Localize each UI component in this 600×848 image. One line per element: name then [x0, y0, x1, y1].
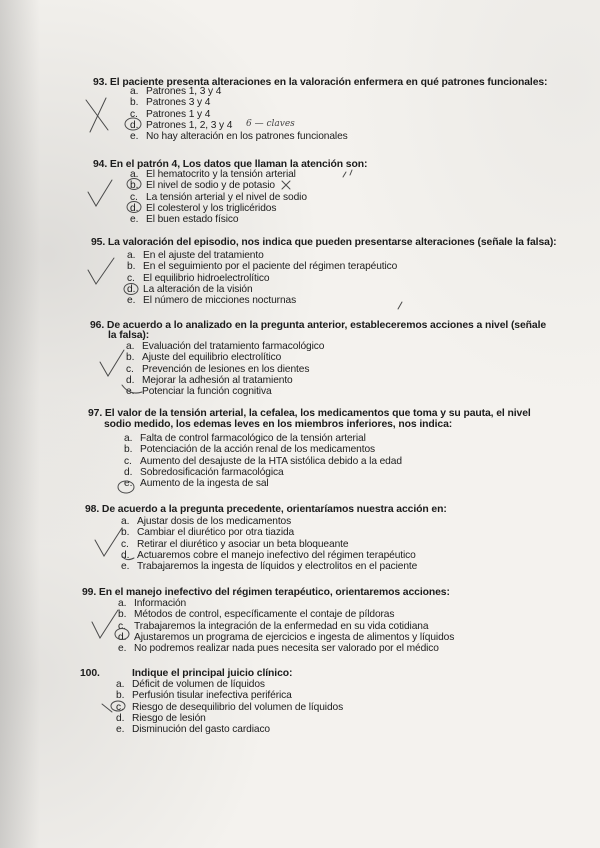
option-e[interactable]: e. No hay alteración en los patrones funcionales [130, 131, 348, 143]
option-e[interactable]: e. No podremos realizar nada pues necesita ser valorado por el médico [118, 643, 439, 655]
option-e[interactable]: e. El buen estado físico [130, 214, 239, 226]
question-98-title: 98. De acuerdo a la pregunta precedente, orientaríamos nuestra acción en: [85, 504, 447, 515]
option-a[interactable]: a. El hematocrito y la tensión arterial [130, 169, 296, 180]
question-96-options [126, 341, 324, 397]
option-e[interactable]: e. Trabajaremos la ingesta de líquidos y electrolitos en el paciente [121, 561, 418, 573]
option-c[interactable]: c. La tensión arterial y el nivel de sodio [130, 191, 307, 203]
question-93-title: 93. El paciente presenta alteraciones en la valoración enfermera en qué patrones funcionales: [93, 77, 548, 88]
question-97-options [124, 433, 402, 489]
option-d[interactable]: d. Ajustaremos un programa de ejercicios e ingesta de alimentos y líquidos [118, 631, 455, 643]
option-d[interactable]: d. Riesgo de lesión [116, 712, 206, 724]
option-b[interactable]: b. Métodos de control, específicamente el contaje de píldoras [118, 609, 395, 621]
check-mark-icon [100, 350, 124, 376]
stray-mark-icon [398, 302, 402, 309]
check-mark-icon [92, 610, 118, 638]
option-a[interactable]: a. Evaluación del tratamiento farmacológico [126, 341, 325, 352]
option-a[interactable]: a. Patrones 1, 3 y 4 [130, 86, 222, 97]
question-100-title: Indique el principal juicio clínico: [132, 668, 293, 679]
option-b[interactable]: b. Ajuste del equilibrio electrolítico [126, 352, 282, 364]
option-c[interactable]: c. Aumento del desajuste de la HTA sistólica debido a la edad [124, 455, 402, 467]
option-a[interactable]: a. En el ajuste del tratamiento [127, 250, 264, 261]
option-b[interactable]: b. Potenciación de la acción renal de los medicamentos [124, 444, 376, 456]
option-a[interactable]: a. Información [118, 598, 187, 609]
question-94-options [130, 169, 307, 225]
option-b[interactable]: b. Cambiar el diurético por otra tiazida [121, 527, 295, 539]
question-93-options [130, 86, 348, 142]
option-d[interactable]: d. Mejorar la adhesión al tratamiento [126, 374, 293, 386]
scan-edge-shadow [0, 0, 40, 848]
option-c[interactable]: c. Prevención de lesiones en los dientes [126, 363, 310, 375]
option-c[interactable]: c. Retirar el diurético y asociar un beta bloqueante [121, 538, 349, 550]
option-c[interactable]: c. El equilibrio hidroelectrolítico [127, 272, 270, 284]
option-b[interactable]: b. Perfusión tisular inefectiva periférica [116, 690, 292, 702]
question-97-title: 97. El valor de la tensión arterial, la cefalea, los medicamentos que toma y su pauta, el nivel [88, 408, 531, 419]
option-a[interactable]: a. Déficit de volumen de líquidos [116, 679, 265, 690]
option-e[interactable]: e. Aumento de la ingesta de sal [124, 478, 269, 490]
check-mark-icon [88, 258, 114, 284]
check-mark-icon [88, 180, 112, 206]
question-98-options [121, 516, 417, 572]
option-a[interactable]: a. Ajustar dosis de los medicamentos [121, 516, 292, 527]
question-95-title: 95. La valoración del episodio, nos indica que pueden presentarse alteraciones (señale la falsa): [91, 237, 557, 248]
option-d[interactable]: d. Actuaremos cobre el manejo inefectivo del régimen terapéutico [121, 549, 416, 561]
question-96-title: 96. De acuerdo a lo analizado en la pregunta anterior, estableceremos acciones a nivel (señale [90, 320, 547, 331]
option-a[interactable]: a. Falta de control farmacológico de la tensión arterial [124, 433, 366, 444]
question-100-options [116, 679, 343, 735]
option-e[interactable]: e. El número de micciones nocturnas [127, 295, 297, 307]
stray-mark-icon [343, 170, 352, 177]
cross-mark-icon [90, 98, 106, 132]
question-96-title-cont: la falsa): [108, 330, 150, 341]
option-d[interactable]: d. Patrones 1, 2, 3 y 4 [130, 119, 233, 131]
option-d[interactable]: d. La alteración de la visión [127, 283, 253, 295]
option-b[interactable]: b. Patrones 3 y 4 [130, 97, 211, 109]
question-94-title: 94. En el patrón 4, Los datos que llaman la atención son: [93, 159, 368, 170]
option-c[interactable]: c. Trabajaremos la integración de la enfermedad en su vida cotidiana [118, 620, 429, 632]
option-d[interactable]: d. Sobredosificación farmacológica [124, 466, 284, 478]
question-95-options [127, 250, 397, 306]
cross-mark-icon [86, 100, 108, 130]
check-mark-icon [95, 528, 122, 556]
option-c[interactable]: c. Patrones 1 y 4 [130, 108, 211, 120]
option-d[interactable]: d. El colesterol y los triglicéridos [130, 202, 277, 214]
question-99-title: 99. En el manejo inefectivo del régimen terapéutico, orientaremos acciones: [82, 587, 450, 598]
option-b[interactable]: b. En el seguimiento por el paciente del régimen terapéutico [127, 261, 398, 273]
option-b[interactable]: b. El nivel de sodio y de potasio [130, 180, 275, 192]
option-e[interactable]: e. Potenciar la función cognitiva [126, 386, 272, 398]
handwritten-note: 6 — claves [246, 119, 295, 129]
option-e[interactable]: e. Disminución del gasto cardiaco [116, 724, 270, 736]
option-c[interactable]: c. Riesgo de desequilibrio del volumen de líquidos [116, 701, 344, 713]
question-97-title-cont: sodio medido, los edemas leves en los miembros inferiores, nos indica: [104, 419, 453, 430]
question-100-number: 100. [80, 668, 100, 679]
tick-mark-icon [102, 704, 112, 712]
question-99-options [118, 598, 454, 654]
